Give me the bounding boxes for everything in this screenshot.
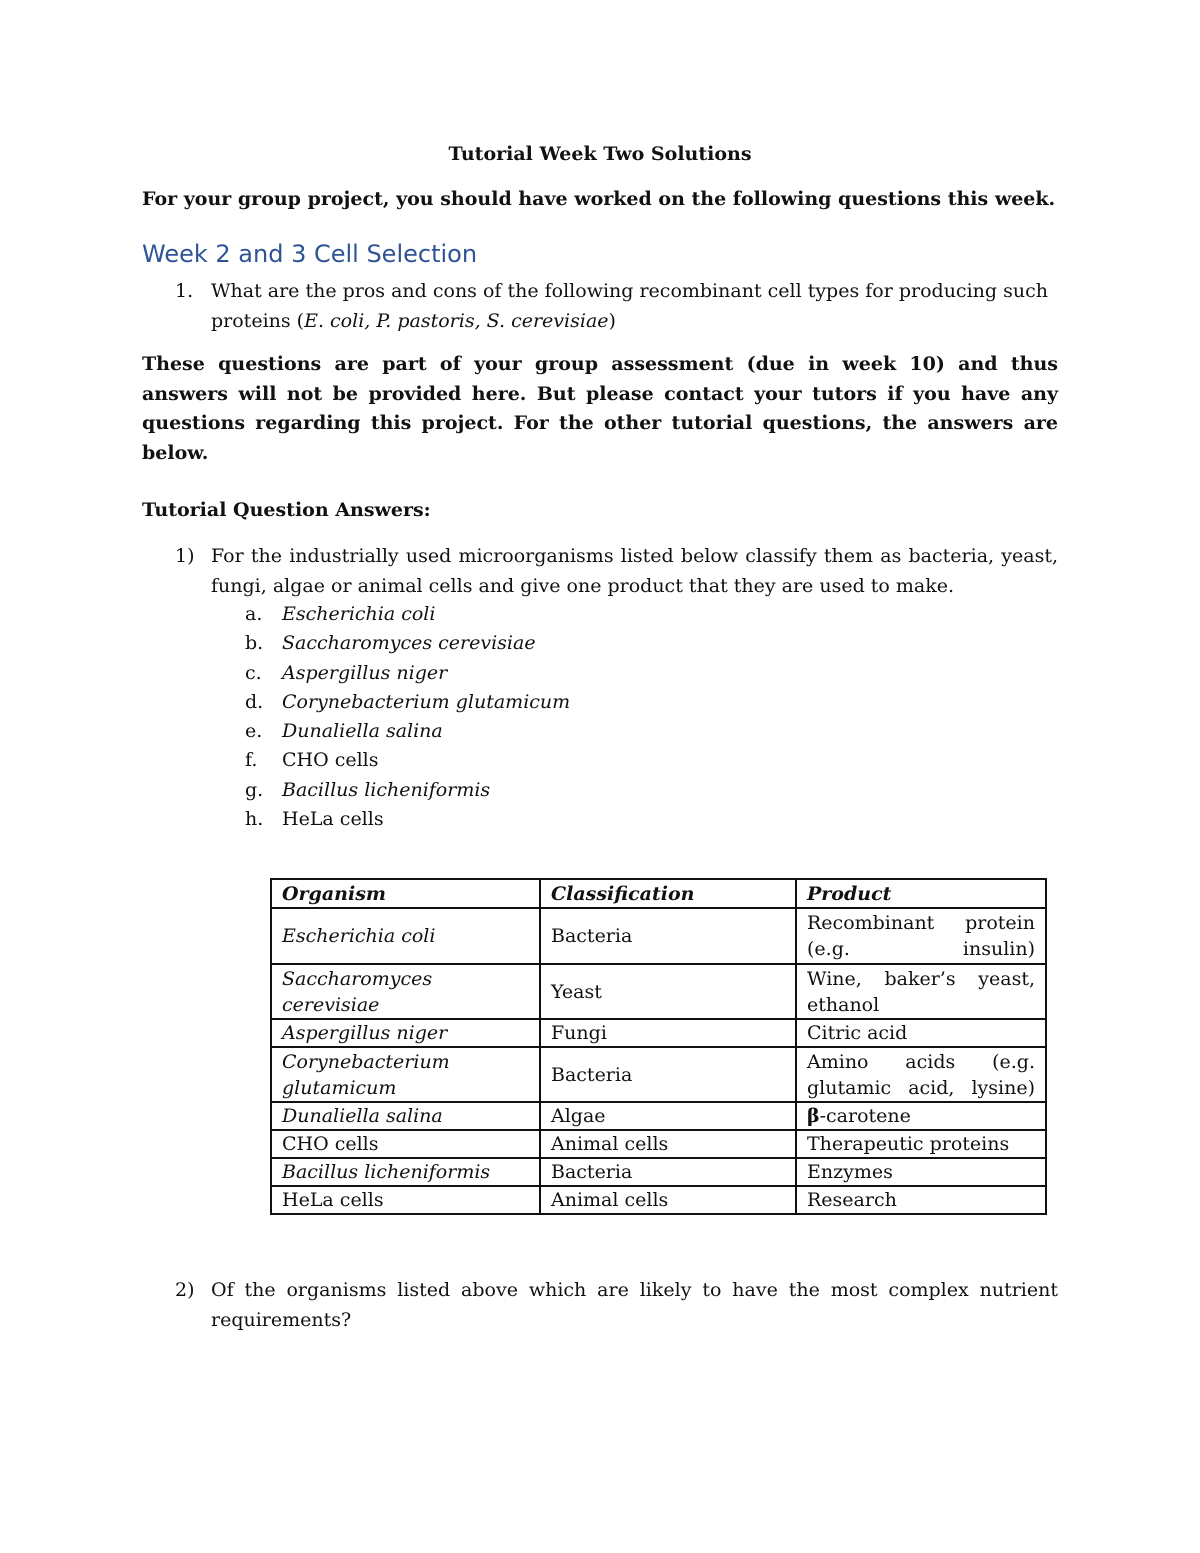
list-item <box>245 805 570 834</box>
list-item-label: h. <box>245 808 264 831</box>
list-item-text: Aspergillus niger <box>282 661 448 684</box>
table-row <box>271 1186 1046 1214</box>
list-item-text: Corynebacterium glutamicum <box>282 690 571 713</box>
cell-classification: Animal cells <box>540 1186 796 1214</box>
beta-symbol: β <box>807 1105 820 1127</box>
group-question-text <box>211 276 1055 336</box>
organism-table <box>270 878 1047 1215</box>
list-item <box>245 659 570 688</box>
table-row <box>271 1019 1046 1047</box>
organism-list <box>245 600 570 834</box>
cell-product: Enzymes <box>796 1158 1046 1186</box>
header-product: Product <box>796 879 1046 908</box>
page-title: Tutorial Week Two Solutions <box>448 143 752 165</box>
table-row <box>271 908 1046 964</box>
cell-product: Amino acids (e.g. glutamic acid, lysine) <box>796 1047 1046 1102</box>
group-question-organisms: E. coli, P. pastoris, S. cerevisiae <box>304 310 609 332</box>
list-item-label: a. <box>245 603 263 625</box>
table-header-row <box>271 879 1046 908</box>
list-item-label: e. <box>245 720 263 743</box>
answers-heading: Tutorial Question Answers: <box>142 499 431 521</box>
list-item <box>245 776 570 805</box>
list-item-label: f. <box>245 749 258 772</box>
group-question-number: 1. <box>175 280 194 302</box>
assessment-notice: These questions are part of your group assessment (due in week 10) and thus answers will not be provided here. But please contact your tutors if you have any questions regarding this project. For the other tutorial questions, the answers are below. <box>142 353 1058 464</box>
table-row <box>271 1130 1046 1158</box>
list-item <box>245 600 570 629</box>
list-item-text: Saccharomyces cerevisiae <box>282 632 536 655</box>
cell-product: Recombinant protein (e.g. insulin) <box>796 908 1046 964</box>
list-item-text: Dunaliella salina <box>282 720 443 743</box>
cell-product: Therapeutic proteins <box>796 1130 1046 1158</box>
table-row <box>271 1102 1046 1130</box>
cell-classification: Algae <box>540 1102 796 1130</box>
question-2-text: Of the organisms listed above which are likely to have the most complex nutrient requirements? <box>211 1279 1058 1331</box>
list-item-text: HeLa cells <box>282 808 384 831</box>
list-item <box>245 717 570 746</box>
table-row <box>271 964 1046 1019</box>
cell-classification: Yeast <box>540 964 796 1019</box>
group-question <box>175 276 1055 336</box>
question-1 <box>175 541 1058 601</box>
cell-classification: Bacteria <box>540 1158 796 1186</box>
cell-organism: Corynebacterium glutamicum <box>271 1047 540 1102</box>
list-item <box>245 746 570 775</box>
question-2-number: 2) <box>175 1279 195 1301</box>
list-item-label: b. <box>245 632 264 655</box>
list-item <box>245 688 570 717</box>
cell-organism: Aspergillus niger <box>271 1019 540 1047</box>
cell-product <box>796 1102 1046 1130</box>
cell-organism: Bacillus licheniformis <box>271 1158 540 1186</box>
cell-classification: Bacteria <box>540 908 796 964</box>
header-organism: Organism <box>271 879 540 908</box>
list-item-text: Escherichia coli <box>282 603 436 625</box>
cell-classification: Bacteria <box>540 1047 796 1102</box>
cell-classification: Animal cells <box>540 1130 796 1158</box>
cell-organism: HeLa cells <box>271 1186 540 1214</box>
question-2 <box>175 1275 1058 1335</box>
cell-organism: Dunaliella salina <box>271 1102 540 1130</box>
table-row <box>271 1047 1046 1102</box>
section-heading: Week 2 and 3 Cell Selection <box>142 240 478 268</box>
cell-product: Wine, baker’s yeast, ethanol <box>796 964 1046 1019</box>
header-classification: Classification <box>540 879 796 908</box>
cell-organism: Escherichia coli <box>271 908 540 964</box>
cell-product: Research <box>796 1186 1046 1214</box>
cell-product: Citric acid <box>796 1019 1046 1047</box>
table-row <box>271 1158 1046 1186</box>
list-item <box>245 629 570 658</box>
list-item-label: c. <box>245 661 262 684</box>
cell-classification: Fungi <box>540 1019 796 1047</box>
question-1-number: 1) <box>175 545 195 567</box>
intro-text: For your group project, you should have worked on the following questions this week. <box>142 188 1056 210</box>
question-1-text: For the industrially used microorganisms listed below classify them as bacteria, yeast, fungi, algae or animal cells and give one product that they are used to make. <box>211 545 1058 597</box>
list-item-label: g. <box>245 778 264 801</box>
list-item-label: d. <box>245 690 264 713</box>
list-item-text: Bacillus licheniformis <box>282 778 491 801</box>
group-question-text-start: What are the pros and cons of the following recombinant cell types for producing such proteins ( <box>211 280 1048 332</box>
cell-organism: Saccharomyces cerevisiae <box>271 964 540 1019</box>
list-item-text: CHO cells <box>282 749 379 772</box>
cell-product-text: -carotene <box>819 1105 911 1127</box>
cell-organism: CHO cells <box>271 1130 540 1158</box>
group-question-text-end: ) <box>608 310 616 332</box>
